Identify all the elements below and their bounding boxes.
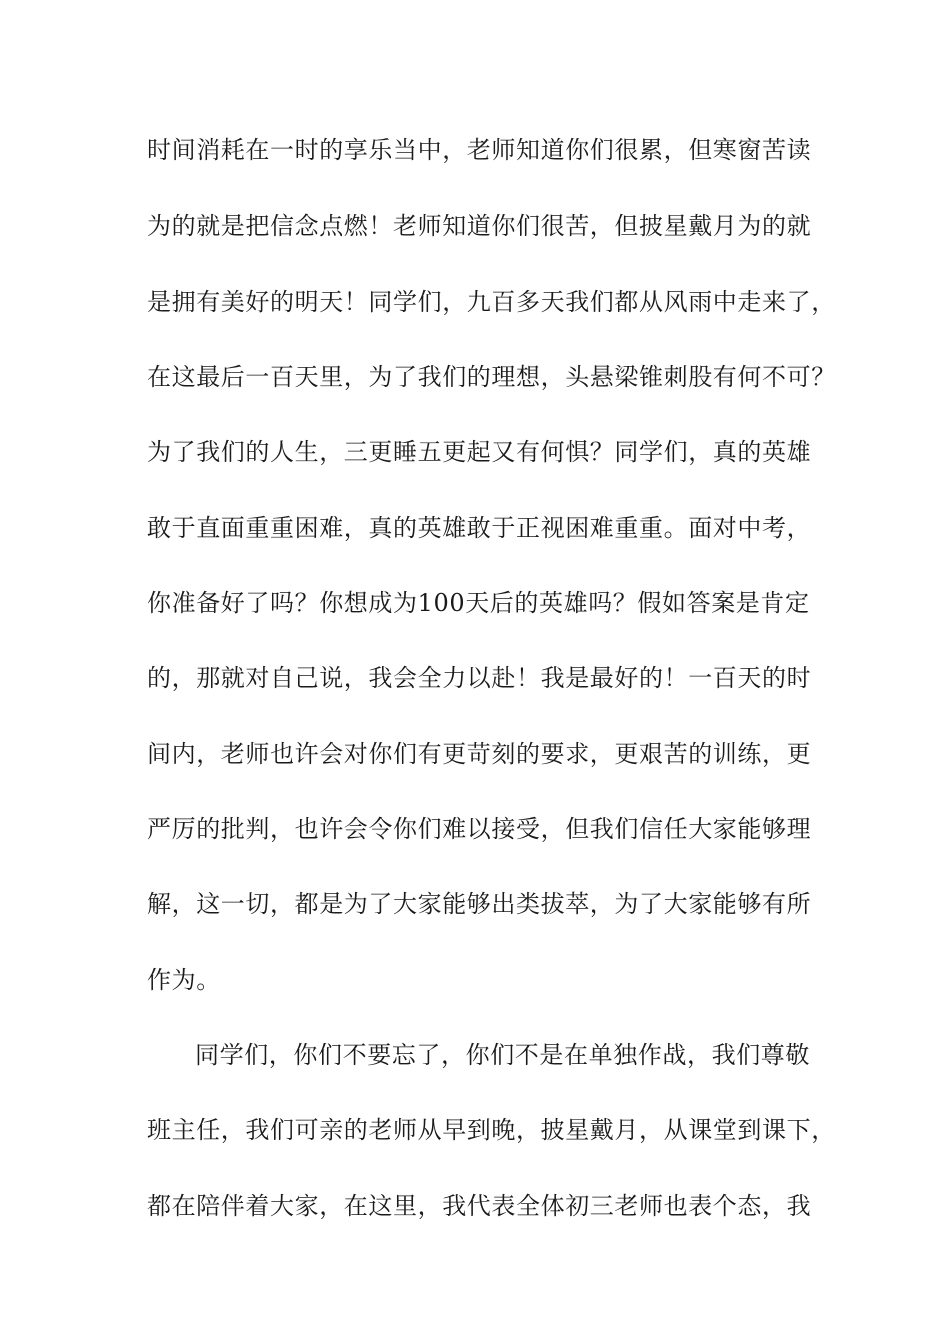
paragraph-1-line-7: 你准备好了吗？你想成为100天后的英雄吗？假如答案是肯定 [147,589,810,617]
paragraph-1-line-1: 时间消耗在一时的享乐当中，老师知道你们很累，但寒窗苦读 [147,136,812,164]
paragraph-1-line-10: 严厉的批判，也许会令你们难以接受，但我们信任大家能够理 [147,815,812,843]
paragraph-2-line-3: 都在陪伴着大家，在这里，我代表全体初三老师也表个态，我 [147,1192,812,1220]
paragraph-2-line-1: 同学们，你们不要忘了，你们不是在单独作战，我们尊敬 [195,1041,810,1069]
paragraph-2-line-2: 班主任，我们可亲的老师从早到晚，披星戴月，从课堂到课下， [147,1116,836,1144]
paragraph-1-line-4: 在这最后一百天里，为了我们的理想，头悬梁锥刺股有何不可？ [147,363,836,391]
paragraph-1-line-9: 间内，老师也许会对你们有更苛刻的要求，更艰苦的训练，更 [147,740,812,768]
paragraph-1-line-12: 作为。 [147,966,221,994]
paragraph-1-line-8: 的，那就对自己说，我会全力以赴！我是最好的！一百天的时 [147,664,812,692]
paragraph-1-line-11: 解，这一切，都是为了大家能够出类拔萃，为了大家能够有所 [147,890,812,918]
paragraph-1-line-3: 是拥有美好的明天！同学们，九百多天我们都从风雨中走来了， [147,288,836,316]
paragraph-1-line-2: 为的就是把信念点燃！老师知道你们很苦，但披星戴月为的就 [147,212,812,240]
paragraph-1-line-6: 敢于直面重重困难，真的英雄敢于正视困难重重。面对中考， [147,514,812,542]
paragraph-1-line-5: 为了我们的人生，三更睡五更起又有何惧？同学们，真的英雄 [147,438,812,466]
